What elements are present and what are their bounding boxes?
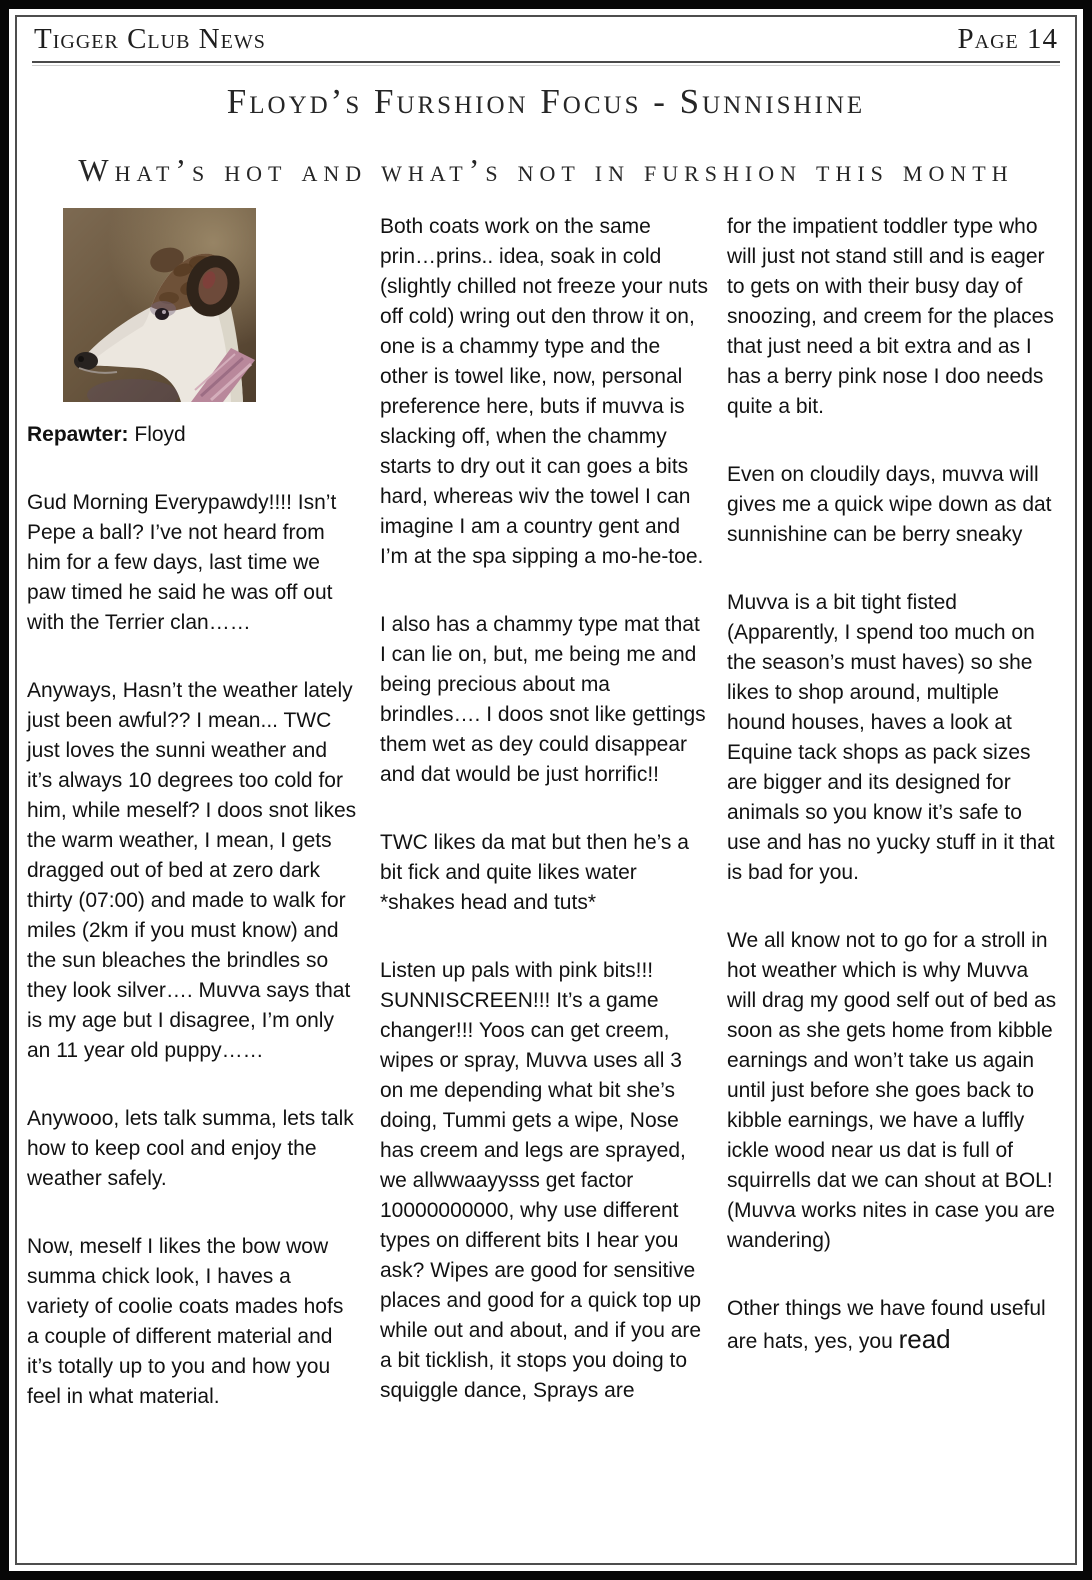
article-paragraph: TWC likes da mat but then he’s a bit fick and quite likes water *shakes head and tuts* — [380, 831, 689, 914]
article-paragraph: Now, meself I likes the bow wow summa chick look, I haves a variety of coolie coats mades hofs a couple of different material and it’s totally up to you and how you feel in what material. — [27, 1235, 344, 1408]
column-2 — [380, 212, 709, 1444]
article-paragraph: Anyways, Hasn’t the weather lately just been awful?? I mean... TWC just loves the sunni weather and it’s always 10 degrees too cold for him, while meself? I doos snot likes the warm weather, I mean, I gets dragged out of bed at zero dark thirty (07:00) and made to walk for miles (2km if you must know) and the sun bleaches the brindles so they look silver…. Muvva says that is my age but I disagree, I’m only an 11 year old puppy…… — [27, 679, 357, 1062]
article-subtitle: What’s hot and what’s not in furshion this month — [78, 152, 1014, 188]
byline-label: Repawter: — [27, 423, 129, 446]
final-paragraph-text: Other things we have found useful are hats, yes, you — [727, 1297, 1046, 1353]
column-3 — [727, 212, 1058, 1395]
article-paragraph: Listen up pals with pink bits!!! SUNNISCREEN!!! It’s a game changer!!! Yoos can get creem, wipes or spray, Muvva uses all 3 on me depending what bit she’s doing, Tummi gets a wipe, Nose has creem and legs are sprayed, we allwwaayysss get factor 10000000000, why use different types on different bits I hear you ask? Wipes are good for sensitive places and good for a quick top up while out and about, and if you are a bit ticklish, it stops you doing to squiggle dance, Sprays are — [380, 959, 702, 1402]
column-1 — [27, 208, 358, 1450]
article-paragraph: Both coats work on the same prin…prins.. idea, soak in cold (slightly chilled not freeze your nuts off cold) wring out den throw it on, one is a chammy type and the other is towel like, now, personal preference here, buts if muvva is slacking off, when the chammy starts to dry out it can goes a bits hard, whereas wiv the towel I can imagine I am a country gent and I’m at the spa sipping a mo-he-toe. — [380, 215, 708, 568]
masthead — [34, 22, 1058, 56]
newsletter-name: Tigger Club News — [34, 23, 266, 55]
article-paragraph: Even on cloudily days, muvva will gives me a quick wipe down as dat sunnishine can be berry sneaky — [727, 463, 1052, 546]
byline — [27, 420, 358, 450]
article-paragraph: We all know not to go for a stroll in hot weather which is why Muvva will drag my good self out of bed as soon as she gets home from kibble earnings and won’t take us again until just before she goes back to kibble earnings, we have a luffly ickle wood near us dat is full of squirrells dat we can shout at BOL! (Muvva works nites in case you are wandering) — [727, 929, 1057, 1252]
byline-name: Floyd — [134, 423, 186, 446]
article-paragraph: I also has a chammy type mat that I can lie on, but, me being me and being precious about ma brindles…. I doos snot like gettings them wet as dey could disappear and dat would be just horrific!! — [380, 613, 706, 786]
article-paragraph: for the impatient toddler type who will just not stand still and is eager to gets on with their busy day of snoozing, and creem for the places that just need a bit extra and as I has a berry pink nose I doo needs quite a bit. — [727, 215, 1054, 418]
article-paragraph: Muvva is a bit tight fisted (Apparently, I spend too much on the season’s must haves) so she likes to shop around, multiple hound houses, haves a look at Equine tack shops as pack sizes are bigger and its designed for animals so you know it’s safe to use and has no yucky stuff in it that is bad for you. — [727, 591, 1055, 884]
dog-photo — [63, 208, 256, 402]
article-paragraph: Gud Morning Everypawdy!!!! Isn’t Pepe a ball? I’ve not heard from him for a few days, last time we paw timed he said he was off out with the Terrier clan…… — [27, 491, 337, 634]
article-title: Floyd’s Furshion Focus - Sunnishine — [226, 82, 866, 121]
page-number: Page 14 — [957, 23, 1058, 55]
article-paragraph: Anywooo, lets talk summa, lets talk how to keep cool and enjoy the weather safely. — [27, 1107, 354, 1190]
article-paragraph — [727, 1294, 1058, 1357]
masthead-rule — [32, 61, 1060, 66]
final-paragraph-emphasis: read — [898, 1324, 951, 1354]
